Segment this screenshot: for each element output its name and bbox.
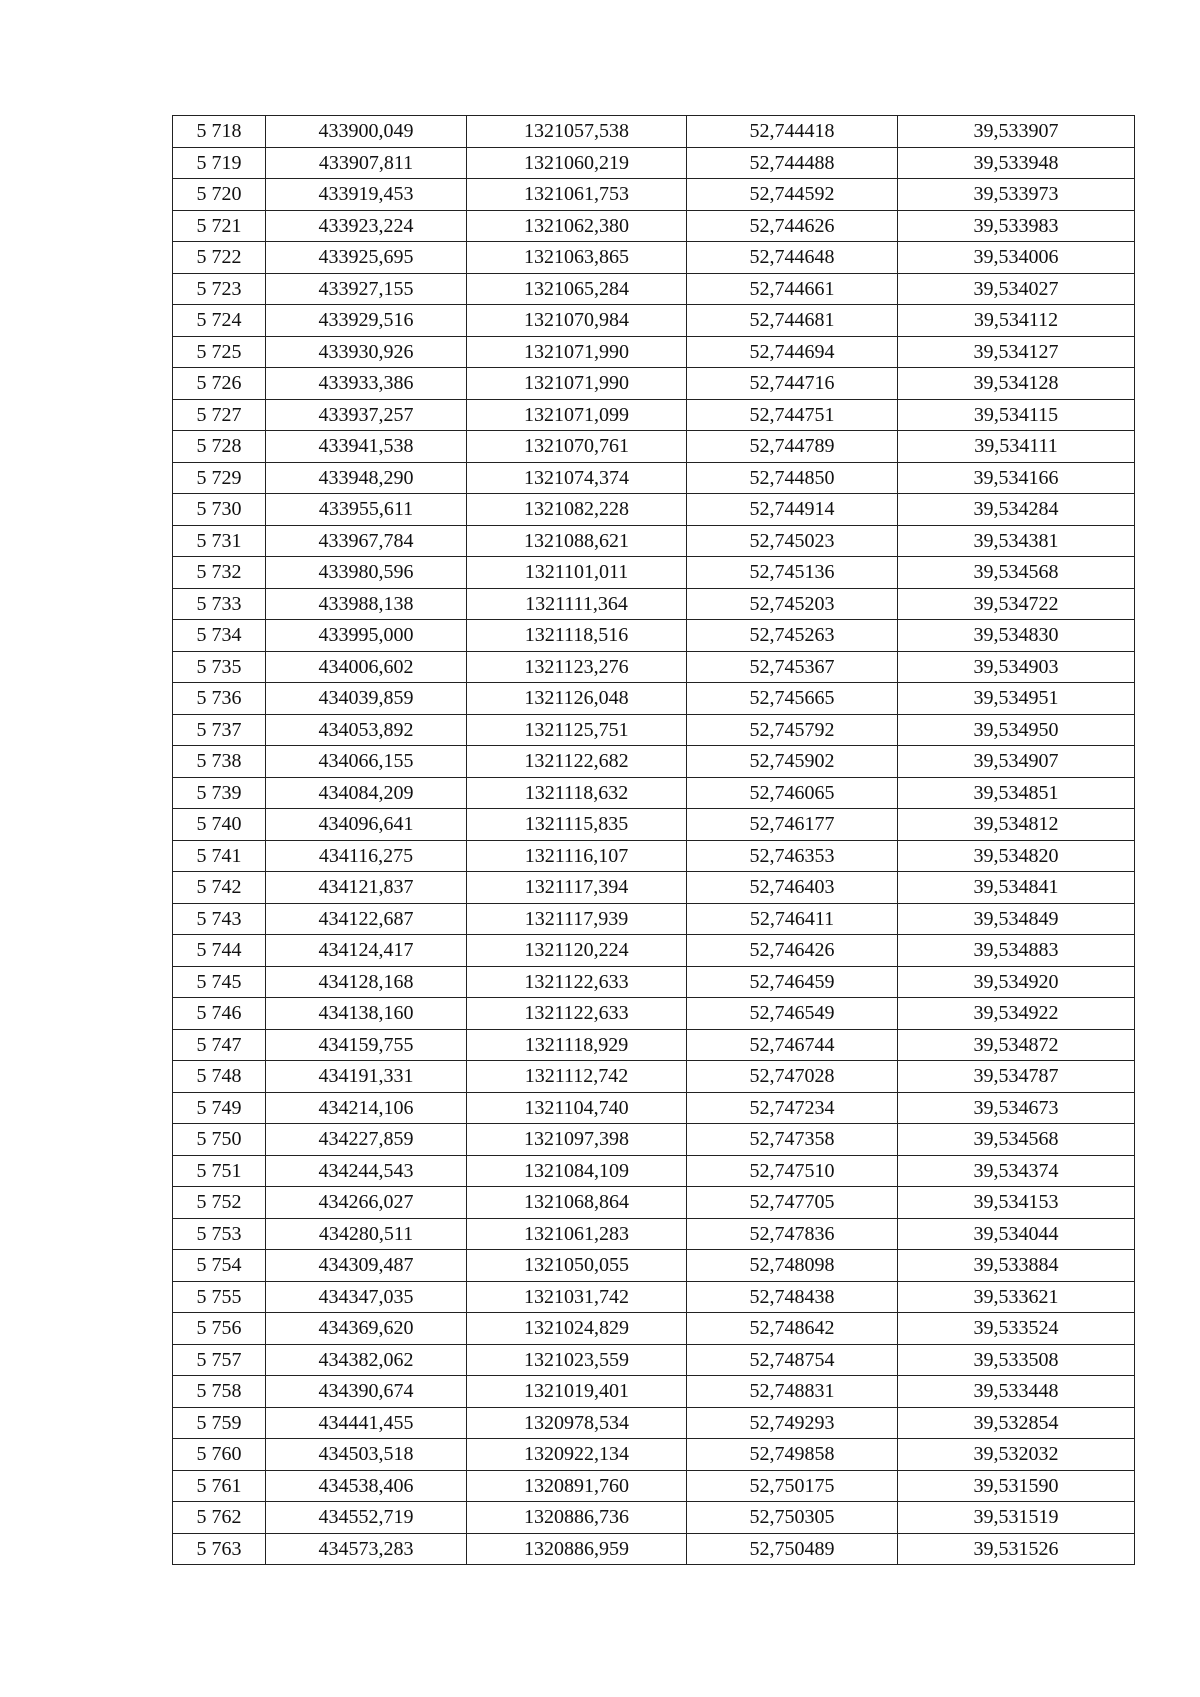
x-coordinate-cell: 434138,160: [266, 998, 467, 1030]
latitude-cell: 52,746459: [687, 966, 898, 998]
latitude-cell: 52,744626: [687, 210, 898, 242]
y-coordinate-cell: 1320886,959: [467, 1533, 687, 1565]
y-coordinate-cell: 1321071,990: [467, 368, 687, 400]
table-row: [173, 1439, 1135, 1471]
point-number-cell: 5 731: [173, 525, 266, 557]
y-coordinate-cell: 1321057,538: [467, 116, 687, 148]
coordinates-table: [172, 115, 1135, 1565]
point-number-cell: 5 737: [173, 714, 266, 746]
longitude-cell: 39,534006: [898, 242, 1135, 274]
point-number-cell: 5 735: [173, 651, 266, 683]
point-number-cell: 5 745: [173, 966, 266, 998]
latitude-cell: 52,746411: [687, 903, 898, 935]
x-coordinate-cell: 434116,275: [266, 840, 467, 872]
table-row: [173, 242, 1135, 274]
x-coordinate-cell: 433967,784: [266, 525, 467, 557]
latitude-cell: 52,747358: [687, 1124, 898, 1156]
longitude-cell: 39,533524: [898, 1313, 1135, 1345]
table-row: [173, 210, 1135, 242]
x-coordinate-cell: 433995,000: [266, 620, 467, 652]
latitude-cell: 52,748754: [687, 1344, 898, 1376]
y-coordinate-cell: 1320891,760: [467, 1470, 687, 1502]
y-coordinate-cell: 1321023,559: [467, 1344, 687, 1376]
table-row: [173, 1124, 1135, 1156]
longitude-cell: 39,534922: [898, 998, 1135, 1030]
longitude-cell: 39,531519: [898, 1502, 1135, 1534]
longitude-cell: 39,532032: [898, 1439, 1135, 1471]
longitude-cell: 39,534812: [898, 809, 1135, 841]
y-coordinate-cell: 1321122,633: [467, 966, 687, 998]
longitude-cell: 39,533907: [898, 116, 1135, 148]
latitude-cell: 52,746403: [687, 872, 898, 904]
latitude-cell: 52,744789: [687, 431, 898, 463]
latitude-cell: 52,746426: [687, 935, 898, 967]
longitude-cell: 39,534111: [898, 431, 1135, 463]
x-coordinate-cell: 434039,859: [266, 683, 467, 715]
latitude-cell: 52,744751: [687, 399, 898, 431]
x-coordinate-cell: 433923,224: [266, 210, 467, 242]
point-number-cell: 5 746: [173, 998, 266, 1030]
y-coordinate-cell: 1321104,740: [467, 1092, 687, 1124]
x-coordinate-cell: 433948,290: [266, 462, 467, 494]
y-coordinate-cell: 1321031,742: [467, 1281, 687, 1313]
latitude-cell: 52,745263: [687, 620, 898, 652]
latitude-cell: 52,744418: [687, 116, 898, 148]
table-row: [173, 1092, 1135, 1124]
latitude-cell: 52,744648: [687, 242, 898, 274]
table-row: [173, 840, 1135, 872]
latitude-cell: 52,748098: [687, 1250, 898, 1282]
point-number-cell: 5 747: [173, 1029, 266, 1061]
point-number-cell: 5 754: [173, 1250, 266, 1282]
x-coordinate-cell: 434053,892: [266, 714, 467, 746]
x-coordinate-cell: 433937,257: [266, 399, 467, 431]
point-number-cell: 5 723: [173, 273, 266, 305]
latitude-cell: 52,744488: [687, 147, 898, 179]
latitude-cell: 52,750305: [687, 1502, 898, 1534]
y-coordinate-cell: 1321088,621: [467, 525, 687, 557]
point-number-cell: 5 739: [173, 777, 266, 809]
longitude-cell: 39,534872: [898, 1029, 1135, 1061]
y-coordinate-cell: 1321063,865: [467, 242, 687, 274]
y-coordinate-cell: 1321111,364: [467, 588, 687, 620]
table-row: [173, 147, 1135, 179]
longitude-cell: 39,534820: [898, 840, 1135, 872]
y-coordinate-cell: 1321074,374: [467, 462, 687, 494]
longitude-cell: 39,533948: [898, 147, 1135, 179]
longitude-cell: 39,533508: [898, 1344, 1135, 1376]
longitude-cell: 39,534787: [898, 1061, 1135, 1093]
x-coordinate-cell: 434441,455: [266, 1407, 467, 1439]
y-coordinate-cell: 1321065,284: [467, 273, 687, 305]
table-row: [173, 179, 1135, 211]
latitude-cell: 52,747510: [687, 1155, 898, 1187]
latitude-cell: 52,747836: [687, 1218, 898, 1250]
y-coordinate-cell: 1321116,107: [467, 840, 687, 872]
y-coordinate-cell: 1321123,276: [467, 651, 687, 683]
x-coordinate-cell: 433955,611: [266, 494, 467, 526]
point-number-cell: 5 736: [173, 683, 266, 715]
table-row: [173, 777, 1135, 809]
x-coordinate-cell: 434227,859: [266, 1124, 467, 1156]
y-coordinate-cell: 1321117,939: [467, 903, 687, 935]
latitude-cell: 52,745023: [687, 525, 898, 557]
x-coordinate-cell: 434244,543: [266, 1155, 467, 1187]
x-coordinate-cell: 434347,035: [266, 1281, 467, 1313]
point-number-cell: 5 722: [173, 242, 266, 274]
x-coordinate-cell: 434390,674: [266, 1376, 467, 1408]
latitude-cell: 52,744850: [687, 462, 898, 494]
point-number-cell: 5 728: [173, 431, 266, 463]
table-row: [173, 1187, 1135, 1219]
latitude-cell: 52,746177: [687, 809, 898, 841]
longitude-cell: 39,533621: [898, 1281, 1135, 1313]
y-coordinate-cell: 1321118,632: [467, 777, 687, 809]
y-coordinate-cell: 1320886,736: [467, 1502, 687, 1534]
longitude-cell: 39,534849: [898, 903, 1135, 935]
table-row: [173, 651, 1135, 683]
table-row: [173, 1344, 1135, 1376]
table-row: [173, 1376, 1135, 1408]
point-number-cell: 5 718: [173, 116, 266, 148]
table-row: [173, 494, 1135, 526]
table-row: [173, 620, 1135, 652]
latitude-cell: 52,747705: [687, 1187, 898, 1219]
x-coordinate-cell: 434309,487: [266, 1250, 467, 1282]
longitude-cell: 39,534851: [898, 777, 1135, 809]
x-coordinate-cell: 433925,695: [266, 242, 467, 274]
x-coordinate-cell: 434191,331: [266, 1061, 467, 1093]
y-coordinate-cell: 1321024,829: [467, 1313, 687, 1345]
x-coordinate-cell: 434280,511: [266, 1218, 467, 1250]
longitude-cell: 39,531526: [898, 1533, 1135, 1565]
latitude-cell: 52,750175: [687, 1470, 898, 1502]
y-coordinate-cell: 1321062,380: [467, 210, 687, 242]
longitude-cell: 39,534153: [898, 1187, 1135, 1219]
x-coordinate-cell: 434573,283: [266, 1533, 467, 1565]
longitude-cell: 39,534951: [898, 683, 1135, 715]
table-row: [173, 903, 1135, 935]
longitude-cell: 39,533448: [898, 1376, 1135, 1408]
point-number-cell: 5 726: [173, 368, 266, 400]
x-coordinate-cell: 434124,417: [266, 935, 467, 967]
point-number-cell: 5 719: [173, 147, 266, 179]
longitude-cell: 39,534115: [898, 399, 1135, 431]
table-row: [173, 998, 1135, 1030]
table-row: [173, 431, 1135, 463]
point-number-cell: 5 760: [173, 1439, 266, 1471]
table-row: [173, 336, 1135, 368]
y-coordinate-cell: 1321061,283: [467, 1218, 687, 1250]
latitude-cell: 52,744914: [687, 494, 898, 526]
point-number-cell: 5 756: [173, 1313, 266, 1345]
longitude-cell: 39,534883: [898, 935, 1135, 967]
longitude-cell: 39,533884: [898, 1250, 1135, 1282]
table-row: [173, 557, 1135, 589]
table-row: [173, 966, 1135, 998]
longitude-cell: 39,534907: [898, 746, 1135, 778]
latitude-cell: 52,744694: [687, 336, 898, 368]
longitude-cell: 39,531590: [898, 1470, 1135, 1502]
x-coordinate-cell: 434552,719: [266, 1502, 467, 1534]
y-coordinate-cell: 1321097,398: [467, 1124, 687, 1156]
point-number-cell: 5 759: [173, 1407, 266, 1439]
table-row: [173, 1061, 1135, 1093]
longitude-cell: 39,532854: [898, 1407, 1135, 1439]
longitude-cell: 39,534903: [898, 651, 1135, 683]
table-row: [173, 714, 1135, 746]
table-row: [173, 872, 1135, 904]
x-coordinate-cell: 433907,811: [266, 147, 467, 179]
table-row: [173, 1407, 1135, 1439]
x-coordinate-cell: 434214,106: [266, 1092, 467, 1124]
y-coordinate-cell: 1321122,682: [467, 746, 687, 778]
point-number-cell: 5 758: [173, 1376, 266, 1408]
point-number-cell: 5 742: [173, 872, 266, 904]
latitude-cell: 52,749858: [687, 1439, 898, 1471]
y-coordinate-cell: 1321071,990: [467, 336, 687, 368]
latitude-cell: 52,746065: [687, 777, 898, 809]
longitude-cell: 39,533983: [898, 210, 1135, 242]
y-coordinate-cell: 1321112,742: [467, 1061, 687, 1093]
y-coordinate-cell: 1321101,011: [467, 557, 687, 589]
y-coordinate-cell: 1321125,751: [467, 714, 687, 746]
latitude-cell: 52,750489: [687, 1533, 898, 1565]
point-number-cell: 5 727: [173, 399, 266, 431]
latitude-cell: 52,744681: [687, 305, 898, 337]
point-number-cell: 5 733: [173, 588, 266, 620]
longitude-cell: 39,534830: [898, 620, 1135, 652]
point-number-cell: 5 763: [173, 1533, 266, 1565]
longitude-cell: 39,534284: [898, 494, 1135, 526]
longitude-cell: 39,534568: [898, 557, 1135, 589]
point-number-cell: 5 734: [173, 620, 266, 652]
y-coordinate-cell: 1321122,633: [467, 998, 687, 1030]
table-row: [173, 935, 1135, 967]
table-row: [173, 588, 1135, 620]
longitude-cell: 39,534722: [898, 588, 1135, 620]
latitude-cell: 52,749293: [687, 1407, 898, 1439]
latitude-cell: 52,746744: [687, 1029, 898, 1061]
point-number-cell: 5 748: [173, 1061, 266, 1093]
point-number-cell: 5 749: [173, 1092, 266, 1124]
latitude-cell: 52,745367: [687, 651, 898, 683]
point-number-cell: 5 761: [173, 1470, 266, 1502]
x-coordinate-cell: 434006,602: [266, 651, 467, 683]
longitude-cell: 39,534568: [898, 1124, 1135, 1156]
table-row: [173, 809, 1135, 841]
x-coordinate-cell: 433927,155: [266, 273, 467, 305]
y-coordinate-cell: 1321060,219: [467, 147, 687, 179]
longitude-cell: 39,534920: [898, 966, 1135, 998]
latitude-cell: 52,745136: [687, 557, 898, 589]
table-row: [173, 368, 1135, 400]
point-number-cell: 5 752: [173, 1187, 266, 1219]
point-number-cell: 5 720: [173, 179, 266, 211]
longitude-cell: 39,534044: [898, 1218, 1135, 1250]
point-number-cell: 5 730: [173, 494, 266, 526]
y-coordinate-cell: 1321082,228: [467, 494, 687, 526]
longitude-cell: 39,534112: [898, 305, 1135, 337]
x-coordinate-cell: 434128,168: [266, 966, 467, 998]
y-coordinate-cell: 1321118,516: [467, 620, 687, 652]
y-coordinate-cell: 1321117,394: [467, 872, 687, 904]
point-number-cell: 5 725: [173, 336, 266, 368]
x-coordinate-cell: 434096,641: [266, 809, 467, 841]
table-row: [173, 1470, 1135, 1502]
x-coordinate-cell: 434122,687: [266, 903, 467, 935]
point-number-cell: 5 741: [173, 840, 266, 872]
latitude-cell: 52,744716: [687, 368, 898, 400]
y-coordinate-cell: 1321070,761: [467, 431, 687, 463]
y-coordinate-cell: 1321061,753: [467, 179, 687, 211]
longitude-cell: 39,534381: [898, 525, 1135, 557]
latitude-cell: 52,746353: [687, 840, 898, 872]
latitude-cell: 52,744592: [687, 179, 898, 211]
table-row: [173, 462, 1135, 494]
x-coordinate-cell: 434538,406: [266, 1470, 467, 1502]
longitude-cell: 39,534374: [898, 1155, 1135, 1187]
y-coordinate-cell: 1321070,984: [467, 305, 687, 337]
table-row: [173, 1250, 1135, 1282]
y-coordinate-cell: 1320922,134: [467, 1439, 687, 1471]
table-row: [173, 399, 1135, 431]
x-coordinate-cell: 433980,596: [266, 557, 467, 589]
longitude-cell: 39,534950: [898, 714, 1135, 746]
x-coordinate-cell: 433941,538: [266, 431, 467, 463]
x-coordinate-cell: 433900,049: [266, 116, 467, 148]
point-number-cell: 5 738: [173, 746, 266, 778]
latitude-cell: 52,748831: [687, 1376, 898, 1408]
y-coordinate-cell: 1321050,055: [467, 1250, 687, 1282]
y-coordinate-cell: 1321068,864: [467, 1187, 687, 1219]
y-coordinate-cell: 1321115,835: [467, 809, 687, 841]
point-number-cell: 5 750: [173, 1124, 266, 1156]
latitude-cell: 52,745203: [687, 588, 898, 620]
latitude-cell: 52,746549: [687, 998, 898, 1030]
x-coordinate-cell: 433930,926: [266, 336, 467, 368]
longitude-cell: 39,534673: [898, 1092, 1135, 1124]
table-row: [173, 116, 1135, 148]
longitude-cell: 39,534127: [898, 336, 1135, 368]
point-number-cell: 5 732: [173, 557, 266, 589]
x-coordinate-cell: 433988,138: [266, 588, 467, 620]
table-row: [173, 1502, 1135, 1534]
x-coordinate-cell: 434121,837: [266, 872, 467, 904]
y-coordinate-cell: 1320978,534: [467, 1407, 687, 1439]
x-coordinate-cell: 433929,516: [266, 305, 467, 337]
table-row: [173, 273, 1135, 305]
x-coordinate-cell: 434084,209: [266, 777, 467, 809]
latitude-cell: 52,747028: [687, 1061, 898, 1093]
x-coordinate-cell: 434382,062: [266, 1344, 467, 1376]
longitude-cell: 39,534027: [898, 273, 1135, 305]
point-number-cell: 5 729: [173, 462, 266, 494]
latitude-cell: 52,748438: [687, 1281, 898, 1313]
table-row: [173, 1029, 1135, 1061]
y-coordinate-cell: 1321120,224: [467, 935, 687, 967]
point-number-cell: 5 753: [173, 1218, 266, 1250]
point-number-cell: 5 743: [173, 903, 266, 935]
point-number-cell: 5 762: [173, 1502, 266, 1534]
latitude-cell: 52,745665: [687, 683, 898, 715]
point-number-cell: 5 757: [173, 1344, 266, 1376]
x-coordinate-cell: 434266,027: [266, 1187, 467, 1219]
table-row: [173, 1313, 1135, 1345]
latitude-cell: 52,744661: [687, 273, 898, 305]
latitude-cell: 52,745792: [687, 714, 898, 746]
table-row: [173, 1155, 1135, 1187]
coordinates-table-body: [173, 116, 1135, 1565]
latitude-cell: 52,748642: [687, 1313, 898, 1345]
table-row: [173, 1218, 1135, 1250]
point-number-cell: 5 751: [173, 1155, 266, 1187]
x-coordinate-cell: 434369,620: [266, 1313, 467, 1345]
table-row: [173, 525, 1135, 557]
longitude-cell: 39,533973: [898, 179, 1135, 211]
point-number-cell: 5 721: [173, 210, 266, 242]
x-coordinate-cell: 434503,518: [266, 1439, 467, 1471]
x-coordinate-cell: 433933,386: [266, 368, 467, 400]
latitude-cell: 52,745902: [687, 746, 898, 778]
table-row: [173, 746, 1135, 778]
point-number-cell: 5 724: [173, 305, 266, 337]
longitude-cell: 39,534166: [898, 462, 1135, 494]
point-number-cell: 5 740: [173, 809, 266, 841]
y-coordinate-cell: 1321084,109: [467, 1155, 687, 1187]
table-row: [173, 1533, 1135, 1565]
table-row: [173, 305, 1135, 337]
x-coordinate-cell: 434159,755: [266, 1029, 467, 1061]
latitude-cell: 52,747234: [687, 1092, 898, 1124]
point-number-cell: 5 755: [173, 1281, 266, 1313]
x-coordinate-cell: 433919,453: [266, 179, 467, 211]
table-row: [173, 1281, 1135, 1313]
y-coordinate-cell: 1321071,099: [467, 399, 687, 431]
longitude-cell: 39,534841: [898, 872, 1135, 904]
x-coordinate-cell: 434066,155: [266, 746, 467, 778]
y-coordinate-cell: 1321118,929: [467, 1029, 687, 1061]
y-coordinate-cell: 1321126,048: [467, 683, 687, 715]
point-number-cell: 5 744: [173, 935, 266, 967]
longitude-cell: 39,534128: [898, 368, 1135, 400]
y-coordinate-cell: 1321019,401: [467, 1376, 687, 1408]
table-row: [173, 683, 1135, 715]
